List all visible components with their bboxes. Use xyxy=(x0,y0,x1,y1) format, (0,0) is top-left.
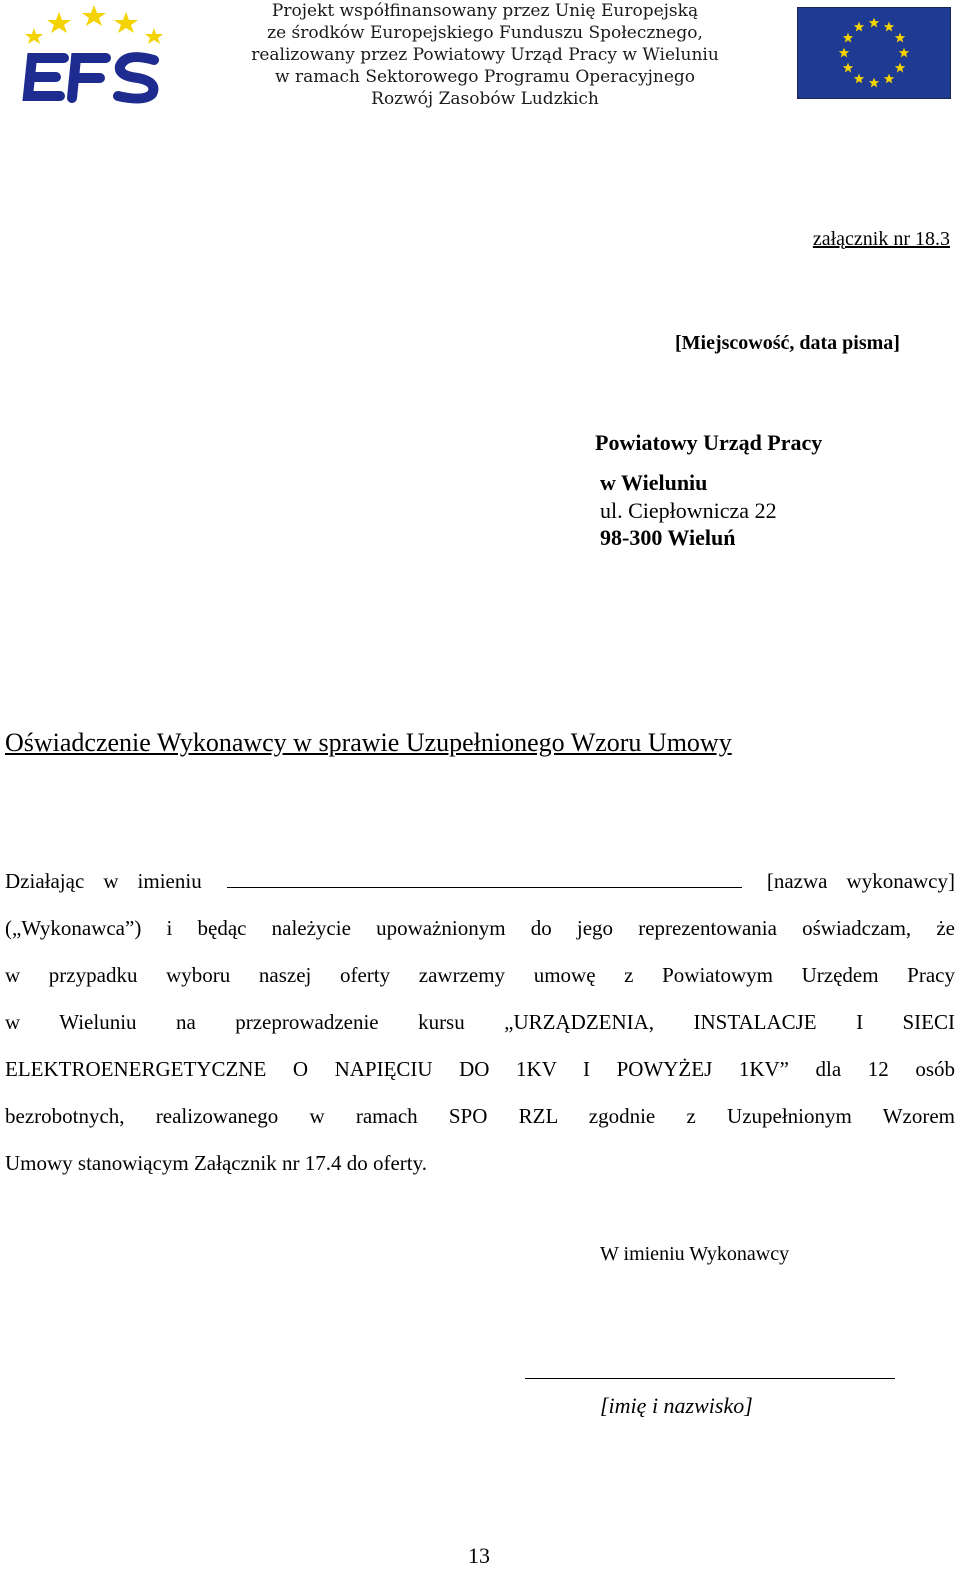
addressee-name: Powiatowy Urząd Pracy xyxy=(595,430,823,455)
addressee-zip-city: 98-300 Wieluń xyxy=(600,525,736,550)
body-line: ELEKTROENERGETYCZNE O NAPIĘCIU DO 1KV I POWYŻEJ 1KV” dla 12 osób xyxy=(5,1057,955,1081)
addressee-street: ul. Ciepłownicza 22 xyxy=(600,498,777,523)
annex-number: załącznik nr 18.3 xyxy=(812,228,950,250)
addressee-city: w Wieluniu xyxy=(600,470,708,495)
acting-label: Działając w imieniu xyxy=(5,869,202,893)
contractor-placeholder: [nazwa wykonawcy] xyxy=(766,869,955,893)
header-line: realizowany przez Powiatowy Urząd Pracy w Wieluniu xyxy=(251,45,719,65)
signer-name-placeholder: [imię i nazwisko] xyxy=(600,1393,753,1418)
statement-body xyxy=(5,858,955,1187)
page-number: 13 xyxy=(468,1543,490,1568)
signer-label: W imieniu Wykonawcy xyxy=(600,1243,790,1265)
eu-flag-icon xyxy=(797,7,951,99)
body-line: Umowy stanowiącym Załącznik nr 17.4 do oferty. xyxy=(5,1151,428,1175)
eu-flag xyxy=(797,7,951,99)
body-line: w przypadku wyboru naszej oferty zawrzemy umowę z Powiatowym Urzędem Pracy xyxy=(5,963,955,987)
place-date-placeholder: [Miejscowość, data pisma] xyxy=(675,332,900,354)
efs-logo-icon xyxy=(14,0,166,104)
body-line: w Wieluniu na przeprowadzenie kursu „URZĄDZENIA, INSTALACJE I SIECI xyxy=(5,1010,955,1034)
body-line: („Wykonawca”) i będąc należycie upoważnionym do jego reprezentowania oświadczam, że xyxy=(5,916,955,940)
body-line: bezrobotnych, realizowanego w ramach SPO RZL zgodnie z Uzupełnionym Wzorem xyxy=(5,1104,955,1128)
header-line: ze środków Europejskiego Funduszu Społecznego, xyxy=(267,23,703,43)
efs-letters xyxy=(28,57,154,98)
contractor-name-blank xyxy=(227,867,742,888)
efs-logo xyxy=(14,0,166,104)
header-line: Rozwój Zasobów Ludzkich xyxy=(371,89,599,109)
efs-stars xyxy=(25,5,163,44)
signature-line xyxy=(525,1378,895,1379)
header-line: Projekt współfinansowany przez Unię Europejską xyxy=(271,1,699,21)
header-line: w ramach Sektorowego Programu Operacyjnego xyxy=(275,67,695,87)
document-title: Oświadczenie Wykonawcy w sprawie Uzupełnionego Wzoru Umowy xyxy=(5,728,732,757)
acting-line xyxy=(5,858,955,905)
header-text xyxy=(205,0,765,110)
